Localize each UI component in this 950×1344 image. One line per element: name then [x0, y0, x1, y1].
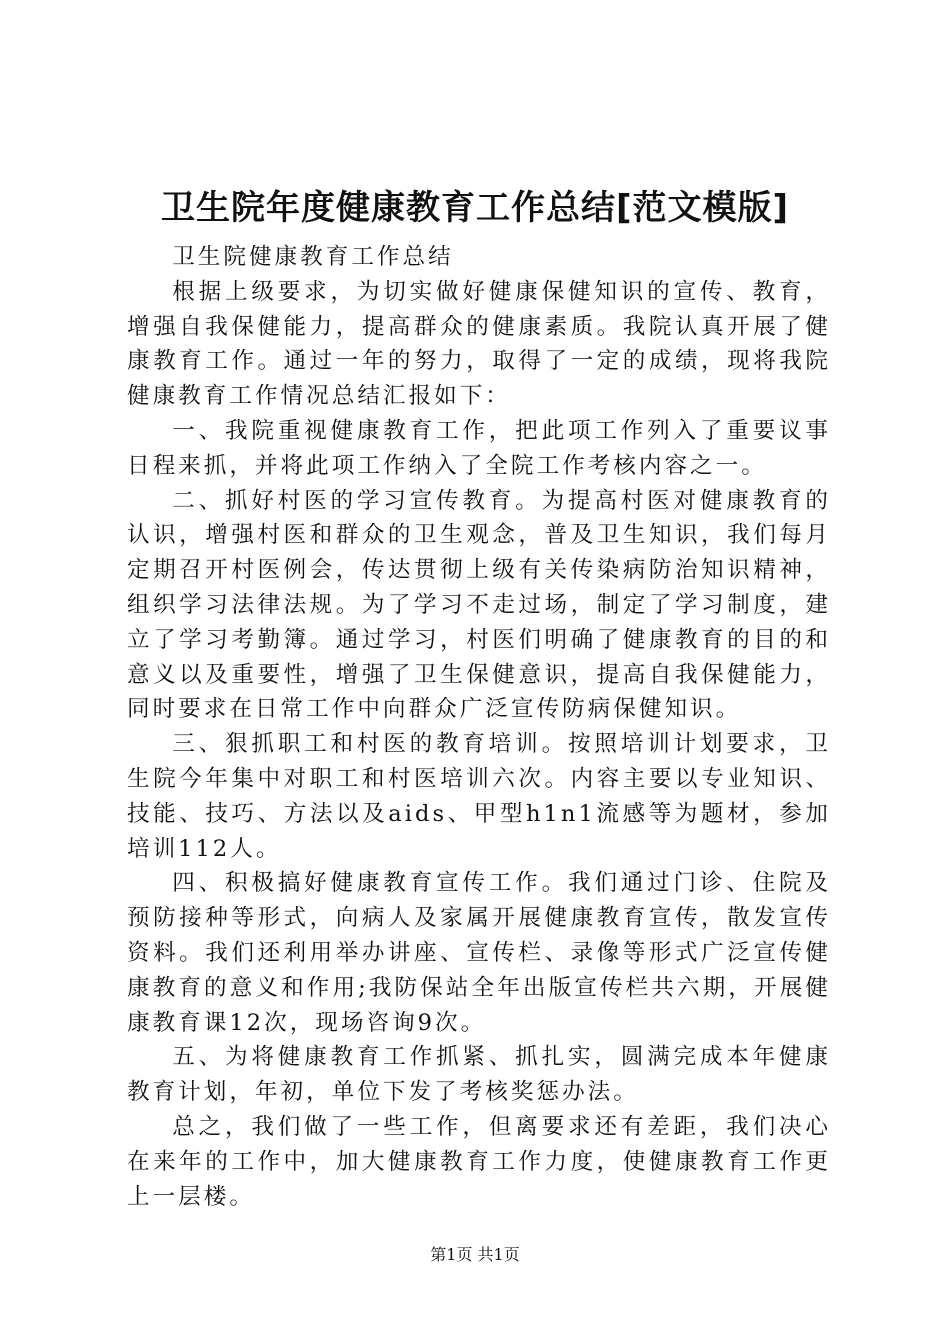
conclusion-paragraph: 总之，我们做了一些工作，但离要求还有差距，我们决心在来年的工作中，加大健康教育工作力度，使健康教育工作更上一层楼。 [127, 1113, 831, 1210]
document-title: 卫生院年度健康教育工作总结[范文模版] [160, 188, 790, 228]
document-body [127, 240, 831, 1214]
section-five-paragraph: 五、为将健康教育工作抓紧、抓扎实，圆满完成本年健康教育计划，年初，单位下发了考核奖惩办法。 [127, 1044, 831, 1106]
section-three-paragraph: 三、狠抓职工和村医的教育培训。按照培训计划要求，卫生院今年集中对职工和村医培训六次。内容主要以专业知识、技能、技巧、方法以及aids、甲型h1n1流感等为题材，参加培训112人。 [127, 731, 831, 862]
section-one-paragraph: 一、我院重视健康教育工作，把此项工作列入了重要议事日程来抓，并将此项工作纳入了全院工作考核内容之一。 [127, 417, 831, 479]
subtitle-paragraph: 卫生院健康教育工作总结 [172, 244, 454, 270]
section-four-paragraph: 四、积极搞好健康教育宣传工作。我们通过门诊、住院及预防接种等形式，向病人及家属开展健康教育宣传，散发宣传资料。我们还利用举办讲座、宣传栏、录像等形式广泛宣传健康教育的意义和作用;我防保站全年出版宣传栏共六期，开展健康教育课12次，现场咨询9次。 [127, 870, 831, 1036]
section-two-paragraph: 二、抓好村医的学习宣传教育。为提高村医对健康教育的认识，增强村医和群众的卫生观念，普及卫生知识，我们每月定期召开村医例会，传达贯彻上级有关传染病防治知识精神，组织学习法律法规。为了学习不走过场，制定了学习制度，建立了学习考勤簿。通过学习，村医们明确了健康教育的目的和意义以及重要性，增强了卫生保健意识，提高自我保健能力，同时要求在日常工作中向群众广泛宣传防病保健知识。 [127, 487, 831, 723]
page-number-footer: 第1页 共1页 [430, 1245, 520, 1264]
intro-paragraph: 根据上级要求，为切实做好健康保健知识的宣传、教育，增强自我保健能力，提高群众的健康素质。我院认真开展了健康教育工作。通过一年的努力，取得了一定的成绩，现将我院健康教育工作情况总结汇报如下： [127, 278, 831, 410]
